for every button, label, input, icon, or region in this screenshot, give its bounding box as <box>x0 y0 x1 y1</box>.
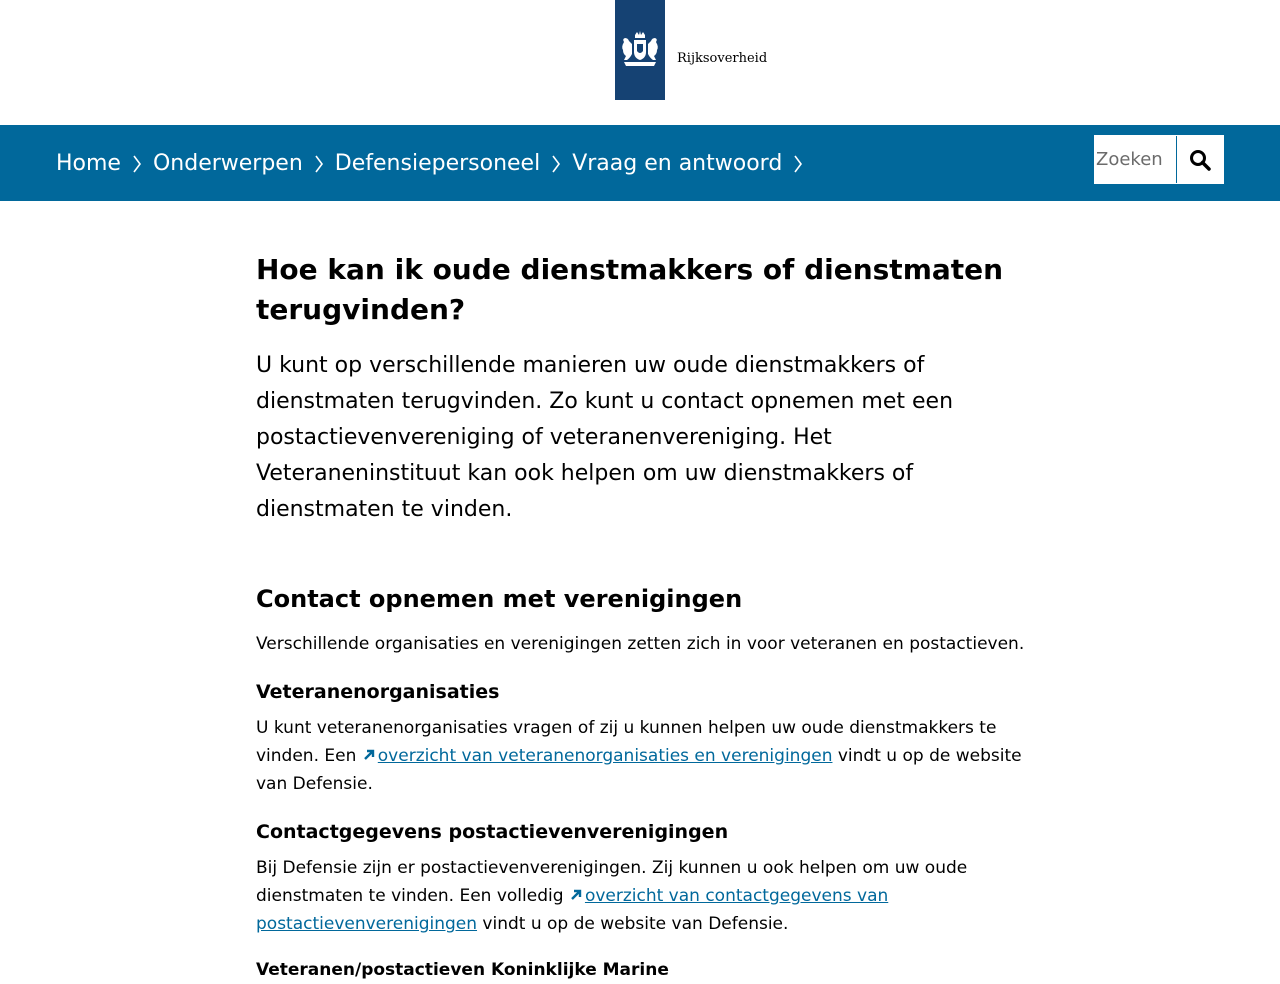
breadcrumb-onderwerpen[interactable]: Onderwerpen <box>152 150 303 176</box>
section-heading-contact: Contact opnemen met verenigingen <box>256 585 743 613</box>
section-text-contact: Verschillende organisaties en verenigingen zetten zich in voor veteranen en postactieven. <box>256 634 1025 654</box>
subheading-koninklijke-marine: Veteranen/postactieven Koninklijke Marine <box>256 960 669 980</box>
search-icon <box>1189 149 1211 171</box>
main-content <box>256 250 1031 984</box>
paragraph-postactievenverenigingen <box>256 854 1031 938</box>
paragraph-text: vindt u op de website van Defensie. <box>256 746 1022 794</box>
link-veteranenorganisaties[interactable]: overzicht van veteranenorganisaties en verenigingen <box>377 746 833 766</box>
breadcrumb-vraag-en-antwoord[interactable]: Vraag en antwoord <box>572 150 783 176</box>
rijksoverheid-logo[interactable] <box>615 0 665 100</box>
subheading-veteranenorganisaties: Veteranenorganisaties <box>256 681 500 703</box>
external-link-icon <box>362 748 376 762</box>
intro-paragraph: U kunt op verschillende manieren uw oude dienstmakkers of dienstmaten terugvinden. Zo kunt u contact opnemen met een postactievenvereniging of veteranenvereniging. Het Veteraneninstituut kan ook helpen om uw dienstmakkers of dienstmaten te vinden. <box>256 353 954 522</box>
chevron-right-icon <box>303 151 335 176</box>
link-postactievenverenigingen[interactable]: overzicht van contactgegevens van postactievenverenigingen <box>256 886 889 934</box>
paragraph-veteranenorganisaties <box>256 714 1031 798</box>
search-form <box>1094 135 1224 184</box>
main-navbar <box>0 125 1280 201</box>
external-link-icon <box>569 888 583 902</box>
subheading-postactievenverenigingen: Contactgegevens postactievenverenigingen <box>256 821 729 843</box>
chevron-right-icon <box>121 151 153 176</box>
breadcrumb <box>56 125 814 201</box>
breadcrumb-home[interactable]: Home <box>56 150 121 176</box>
paragraph-text: Bij Defensie zijn er postactievenverenigingen. Zij kunnen u ook helpen om uw oude dienstmaten te vinden. Een volledig <box>256 858 968 906</box>
paragraph-text: vindt u op de website van Defensie. <box>477 914 789 934</box>
paragraph-text: U kunt veteranenorganisaties vragen of zij u kunnen helpen uw oude dienstmakkers te vinden. Een <box>256 718 997 766</box>
search-button[interactable] <box>1176 136 1223 183</box>
chevron-right-icon <box>782 151 814 176</box>
search-input[interactable] <box>1095 136 1176 183</box>
breadcrumb-defensiepersoneel[interactable]: Defensiepersoneel <box>334 150 541 176</box>
site-header <box>0 0 1280 125</box>
coat-of-arms-icon <box>618 30 662 70</box>
chevron-right-icon <box>540 151 572 176</box>
logo-text: Rijksoverheid <box>677 51 768 66</box>
page-title: Hoe kan ik oude dienstmakkers of dienstmaten terugvinden? <box>256 253 1004 326</box>
